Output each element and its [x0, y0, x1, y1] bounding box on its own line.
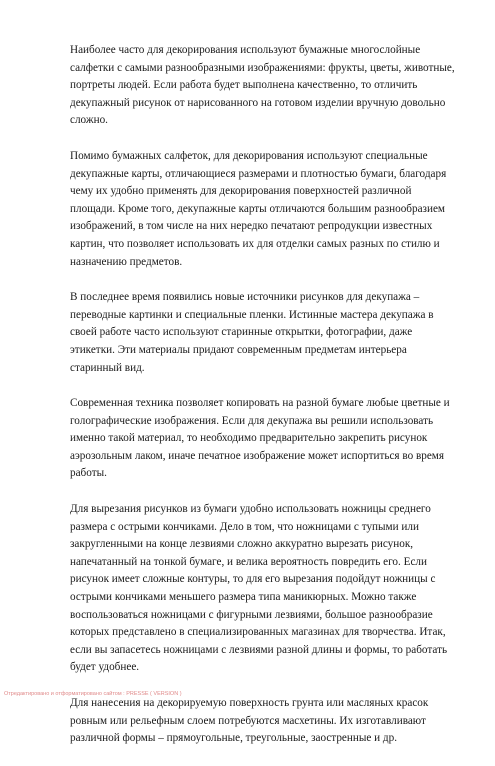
text-line: сложно.	[70, 114, 108, 127]
page-footer: Отредактировано и отформатировано сайтом : PRESSE ( VERSION )	[4, 691, 182, 697]
text-line: ровным или рельефным слоем потребуются масхетины. Их изготавливают	[70, 714, 426, 727]
paragraph-1	[70, 42, 470, 130]
text-line: напечатанный на тонкой бумаге, и велика вероятность повредить его. Если	[70, 555, 427, 568]
paragraph-4	[70, 395, 470, 483]
text-line: будет удобнее.	[70, 661, 140, 674]
text-line: декупажный рисунок от нарисованного на готовом изделии вручную довольно	[70, 96, 446, 109]
text-line: если вы запасетесь ножницами с лезвиями разной длины и формы, то работать	[70, 643, 448, 656]
text-line: острыми кончиками меньшего размера типа маникюрных. Можно также	[70, 591, 417, 604]
text-line: старинный вид.	[70, 361, 145, 374]
text-line: работы.	[70, 467, 107, 480]
text-line: закругленными на конце лезвиями сложно аккуратно вырезать рисунок,	[70, 538, 414, 551]
text-line: картин, что позволяет использовать их для отделки самых разных по стилю и	[70, 237, 440, 250]
text-line: Для вырезания рисунков из бумаги удобно использовать ножницы среднего	[70, 503, 431, 516]
text-line: своей работе часто используют старинные открытки, фотографии, даже	[70, 326, 413, 339]
text-line: чему их удобно применять для декорирования поверхностей различной	[70, 185, 412, 198]
text-line: В последнее время появились новые источники рисунков для декупажа –	[70, 291, 420, 304]
document-body	[70, 42, 470, 766]
paragraph-3	[70, 289, 470, 377]
text-line: назначению предметов.	[70, 255, 183, 268]
text-line: декупажные карты, отличающиеся размерами и плотностью бумаги, благодаря	[70, 167, 447, 180]
text-line: голографические изображения. Если для декупажа вы решили использовать	[70, 414, 434, 427]
text-line: аэрозольным лаком, иначе печатное изображение может испортиться во время	[70, 449, 445, 462]
paragraph-6	[70, 695, 470, 748]
text-line: именно такой материал, то необходимо предварительно закрепить рисунок	[70, 432, 428, 445]
text-line: воспользоваться ножницами с фигурными лезвиями, большое разнообразие	[70, 608, 433, 621]
text-line: которых представлено в специализированных магазинах для творчества. Итак,	[70, 626, 446, 639]
text-line: переводные картинки и специальные пленки. Истинные мастера декупажа в	[70, 308, 434, 321]
text-line: Помимо бумажных салфеток, для декорирования используют специальные	[70, 149, 428, 162]
paragraph-2	[70, 148, 470, 271]
text-line: Современная техника позволяет копировать на разной бумаге любые цветные и	[70, 397, 450, 410]
text-line: портреты людей. Если работа будет выполнена качественно, то отличить	[70, 79, 418, 92]
text-line: размера с острыми кончиками. Дело в том, что ножницами с тупыми или	[70, 520, 419, 533]
text-line: рисунок имеет сложные контуры, то для его вырезания подойдут ножницы с	[70, 573, 436, 586]
text-line: изображений, в том числе на них нередко печатают репродукции известных	[70, 220, 433, 233]
text-line: различной формы – прямоугольные, треугольные, заостренные и др.	[70, 732, 397, 745]
text-line: этикетки. Эти материалы придают современным предметам интерьера	[70, 343, 407, 356]
text-line: площади. Кроме того, декупажные карты отличаются большим разнообразием	[70, 202, 446, 215]
text-line: салфетки с самыми разнообразными изображениями: фрукты, цветы, животные,	[70, 61, 455, 74]
text-line: Для нанесения на декорируемую поверхность грунта или масляных красок	[70, 697, 429, 709]
paragraph-5	[70, 501, 470, 677]
text-line: Наиболее часто для декорирования используют бумажные многослойные	[70, 44, 421, 56]
